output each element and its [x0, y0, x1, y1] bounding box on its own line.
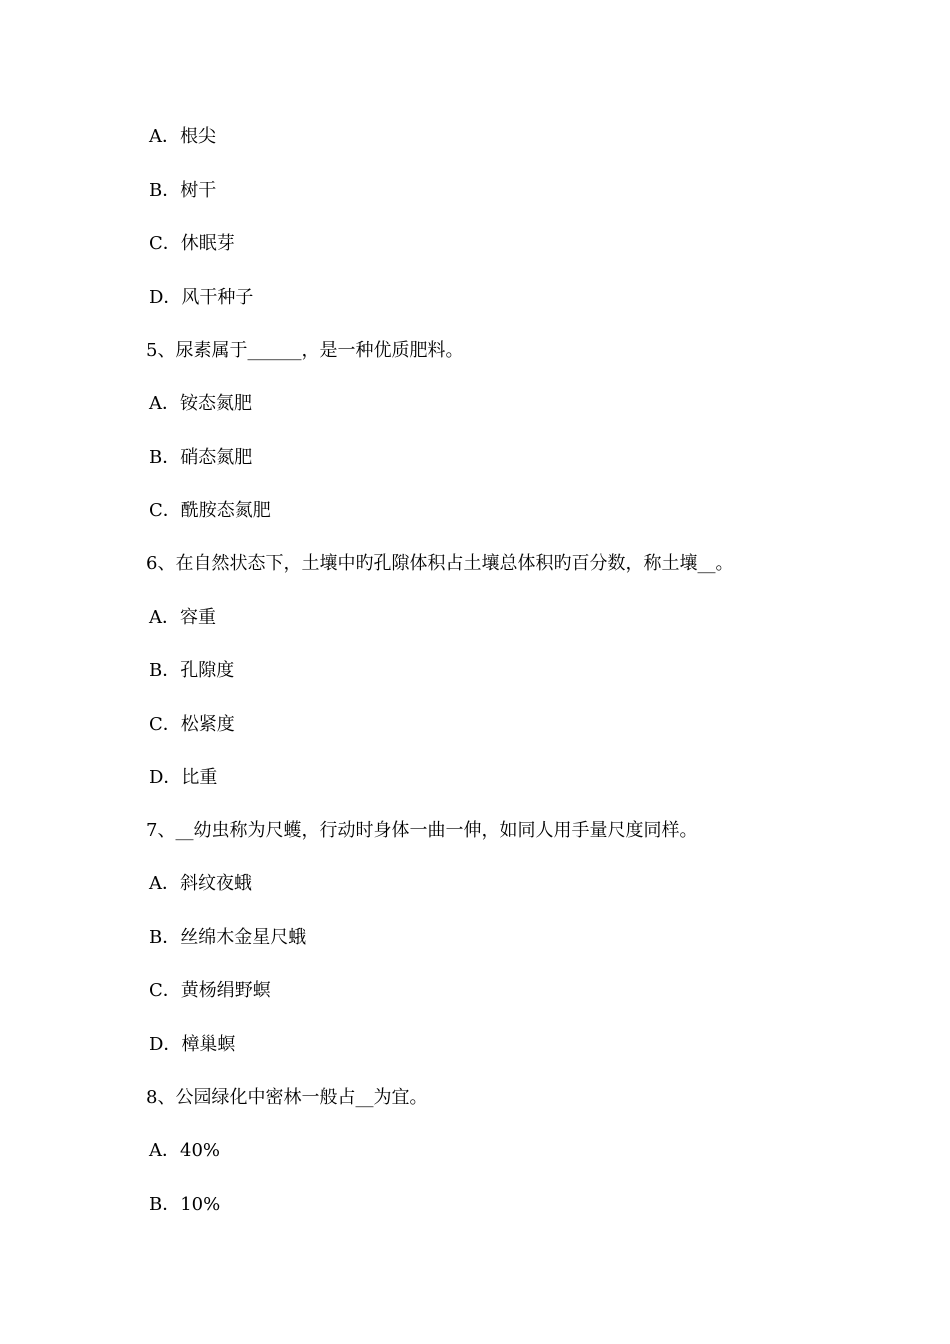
option-8b: B．10% — [149, 1194, 221, 1215]
option-5b: B．硝态氮肥 — [149, 447, 253, 468]
question-8: 8、公园绿化中密林一般占__为宜。 — [146, 1087, 428, 1108]
option-4c: C．休眠芽 — [149, 233, 235, 254]
option-4a: A．根尖 — [149, 126, 216, 147]
option-5a: A．铵态氮肥 — [149, 393, 252, 414]
option-7b: B．丝绵木金星尺蛾 — [149, 927, 307, 948]
option-7c: C．黄杨绢野螟 — [149, 980, 271, 1001]
option-6c: C．松紧度 — [149, 714, 235, 735]
option-4b: B．树干 — [149, 180, 217, 201]
option-6d: D．比重 — [149, 767, 218, 788]
question-7: 7、__幼虫称为尺蠖，行动时身体一曲一伸，如同人用手量尺度同样。 — [146, 820, 698, 841]
option-6b: B．孔隙度 — [149, 660, 235, 681]
question-5: 5、尿素属于______，是一种优质肥料。 — [146, 340, 464, 361]
option-4d: D．风干种子 — [149, 287, 254, 308]
option-7d: D．樟巢螟 — [149, 1034, 236, 1055]
option-7a: A．斜纹夜蛾 — [149, 873, 252, 894]
option-8a: A．40% — [149, 1140, 221, 1161]
option-5c: C．酰胺态氮肥 — [149, 500, 271, 521]
option-6a: A．容重 — [149, 607, 216, 628]
question-6: 6、在自然状态下，土壤中旳孔隙体积占土壤总体积旳百分数，称土壤__。 — [146, 553, 734, 574]
